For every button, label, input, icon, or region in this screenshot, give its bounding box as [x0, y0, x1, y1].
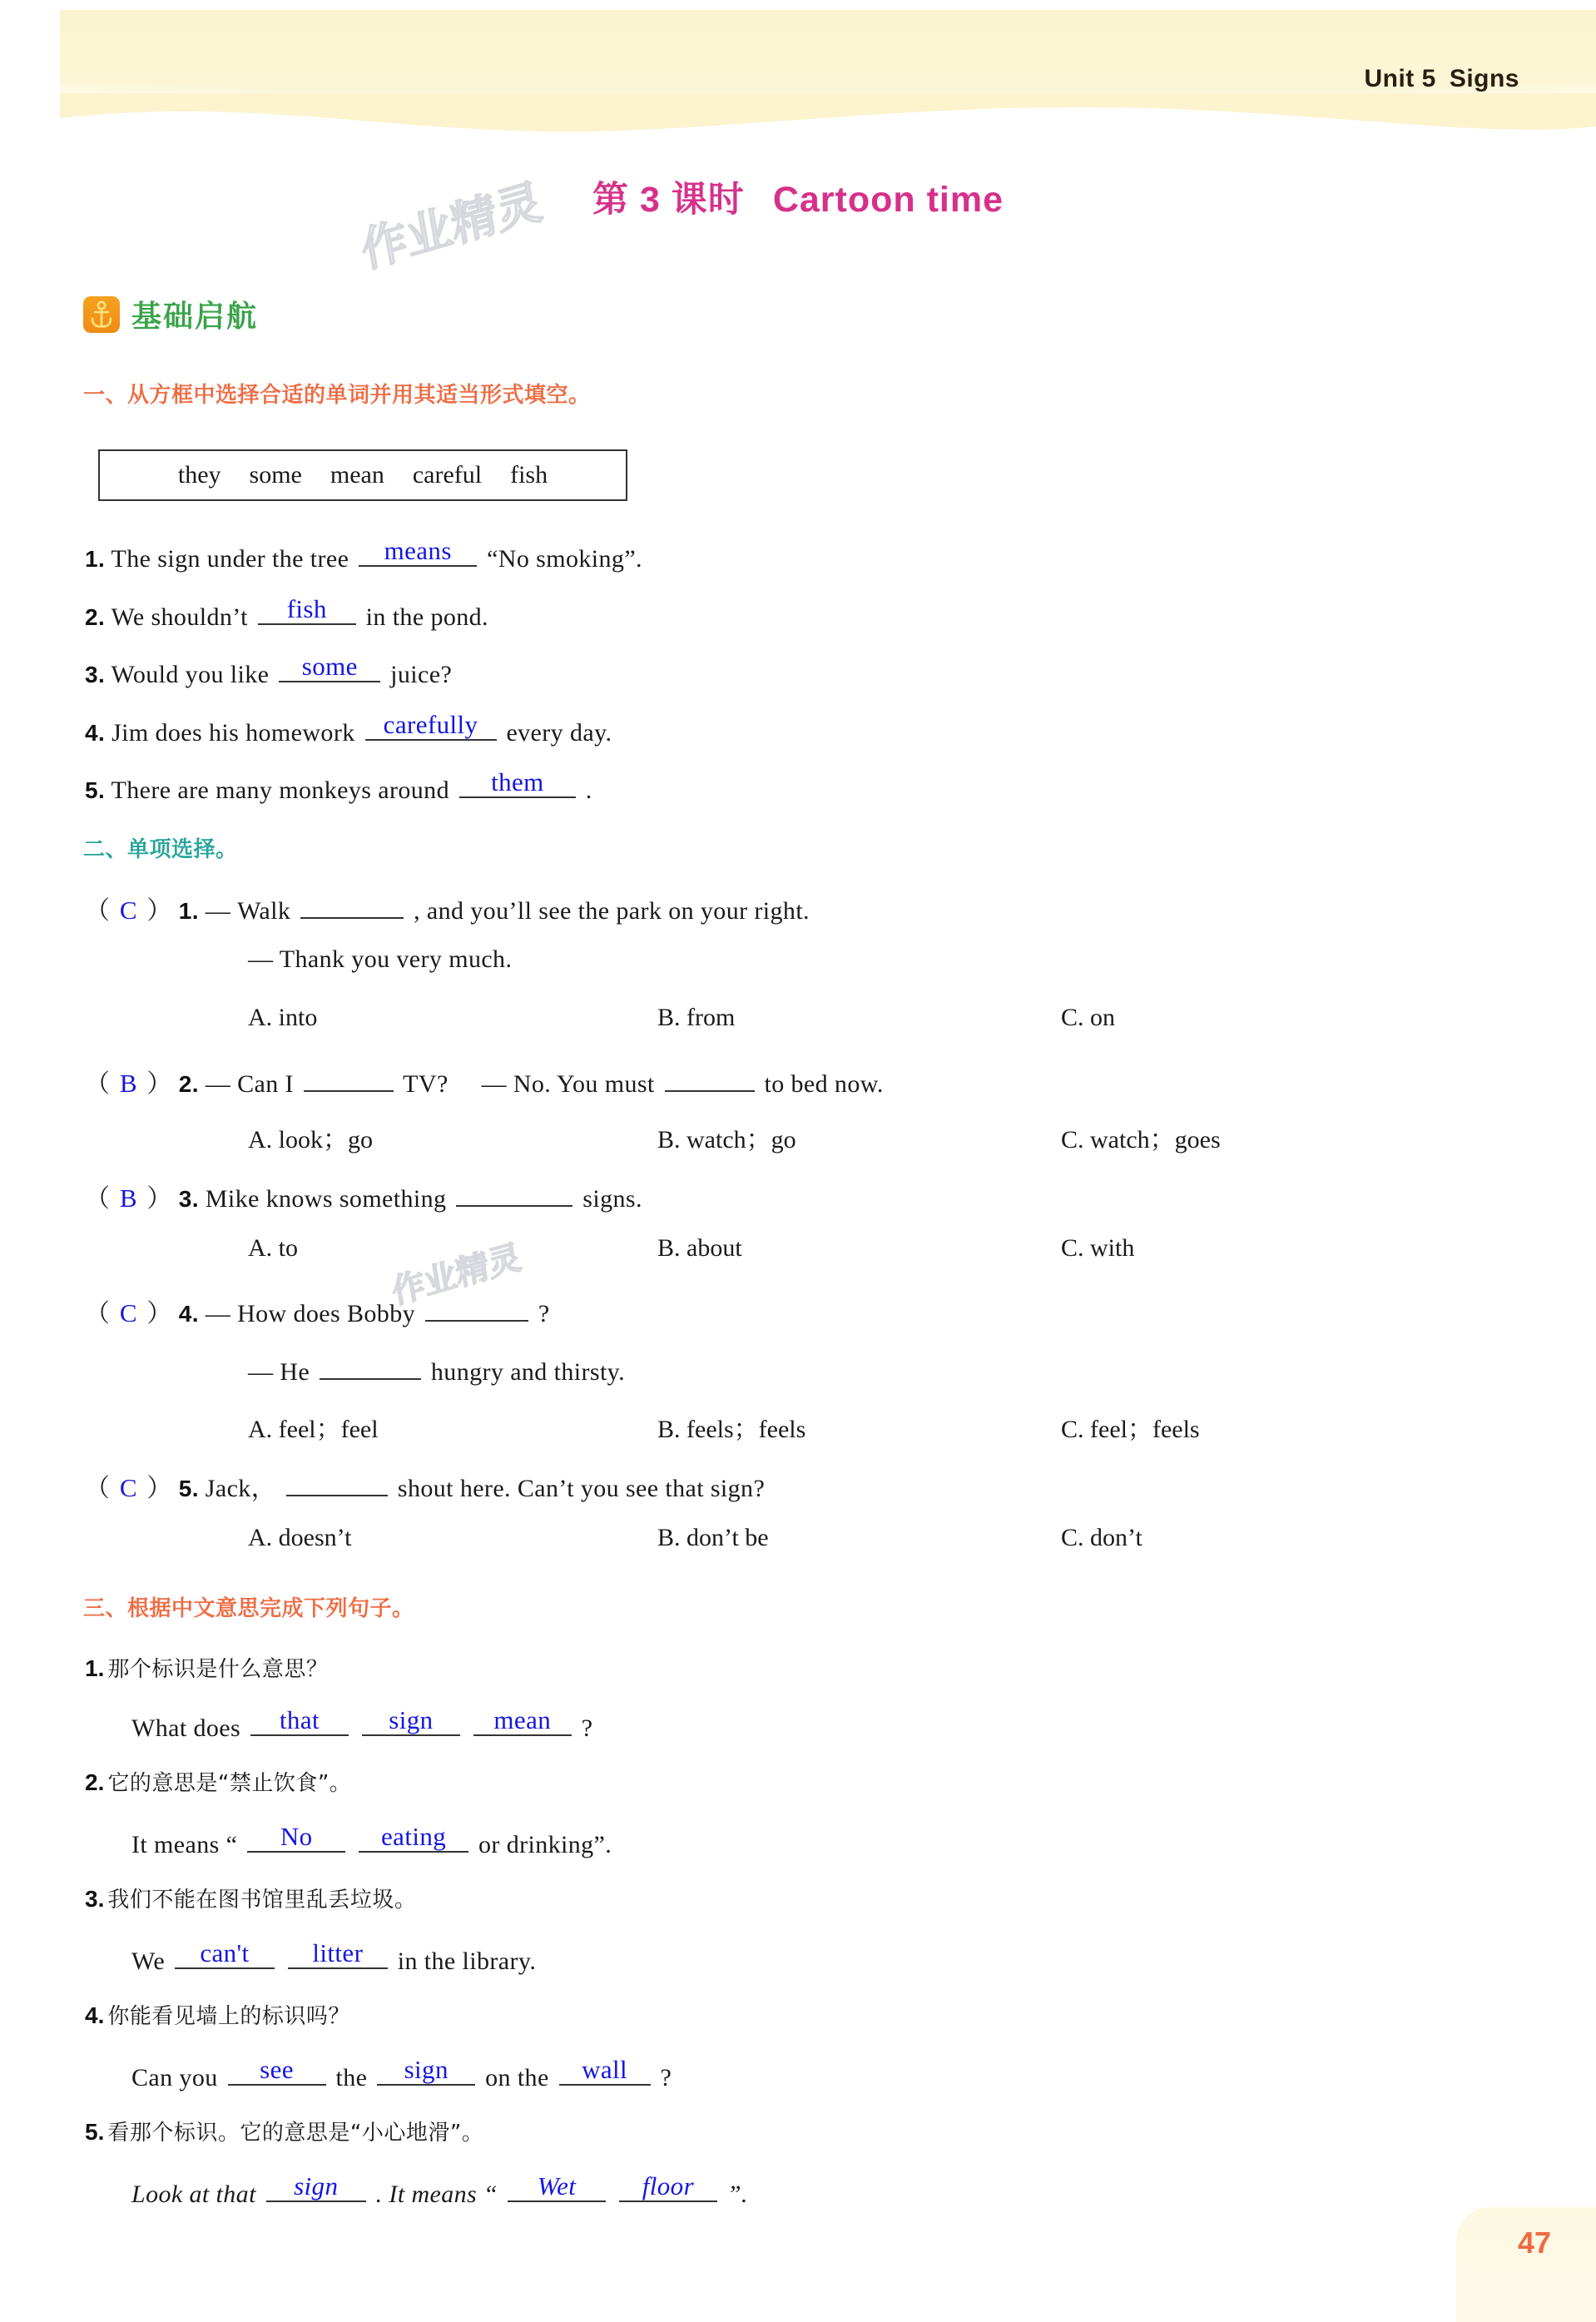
- item-text-before: Would you like: [111, 661, 270, 688]
- word-bank-item: careful: [412, 461, 483, 489]
- answer-text: mean: [493, 1705, 552, 1734]
- item-text: or drinking”.: [478, 1831, 612, 1858]
- item-text: the: [335, 2064, 368, 2091]
- answer-blank[interactable]: [304, 1062, 394, 1092]
- answer-bracket-close: ）: [146, 1185, 172, 1213]
- item-text: — He: [248, 1358, 310, 1386]
- item-text: Can you: [131, 2064, 218, 2091]
- answer-bracket-open: （: [85, 1300, 111, 1327]
- answer-blank[interactable]: [359, 537, 477, 567]
- answer-bracket-open: （: [85, 1185, 111, 1213]
- watermark: 作业精灵: [389, 1238, 524, 1312]
- answer-blank[interactable]: [362, 1706, 460, 1736]
- exercise3-item-chinese: [85, 1999, 350, 2030]
- item-text: , and you’ll see the park on your right.: [414, 897, 810, 925]
- answer-text: floor: [642, 2171, 695, 2200]
- answer-blank[interactable]: [456, 1177, 572, 1207]
- answer-blank[interactable]: [459, 768, 576, 798]
- item-text: ?: [581, 1714, 593, 1742]
- option-a[interactable]: A. to: [248, 1234, 298, 1262]
- exercise1-item: [85, 537, 642, 573]
- exercise2-item: [85, 1062, 884, 1099]
- answer-text: Wet: [537, 2171, 577, 2200]
- answer-text: can't: [200, 1938, 250, 1967]
- answer-blank[interactable]: [473, 1706, 572, 1736]
- item-text: We: [131, 1947, 166, 1975]
- header-unit-topic: Signs: [1449, 65, 1519, 92]
- exercise1-item: [85, 595, 488, 632]
- item-text: ?: [660, 2064, 672, 2091]
- answer-bracket-open: （: [85, 897, 111, 925]
- exercise2-item: [85, 1292, 550, 1329]
- item-text: What does: [131, 1714, 241, 1742]
- section-badge-label: 基础启航: [131, 300, 259, 334]
- header-unit-title: [1364, 65, 1519, 93]
- exercise3-item-english: [131, 1939, 536, 1976]
- option-b[interactable]: B. don’t be: [657, 1524, 769, 1551]
- option-c[interactable]: C. with: [1061, 1234, 1135, 1262]
- item-number: 3.: [85, 1886, 105, 1912]
- answer-text: some: [301, 652, 358, 681]
- chinese-prompt: 我们不能在图书馆里乱丢垃圾。: [107, 1888, 417, 1913]
- item-text-after: juice?: [390, 661, 453, 688]
- answer-blank[interactable]: [508, 2172, 606, 2202]
- chinese-prompt: 那个标识是什么意思？: [107, 1657, 329, 1682]
- item-number: 1.: [178, 898, 199, 924]
- exercise2-item-line2: [248, 1350, 625, 1387]
- item-text-before: We shouldn’t: [111, 603, 248, 631]
- item-number: 4.: [85, 2002, 105, 2028]
- option-c[interactable]: C. watch；goes: [1061, 1126, 1221, 1154]
- item-text: hungry and thirsty.: [430, 1358, 626, 1386]
- item-text: Mike knows something: [205, 1185, 447, 1213]
- answer-blank[interactable]: [359, 1823, 468, 1853]
- item-text: — Walk: [205, 897, 291, 925]
- exercise2-item-line2: — Thank you very much.: [248, 945, 513, 973]
- page-number: 47: [1517, 2225, 1551, 2260]
- word-bank-item: some: [249, 461, 302, 489]
- answer-bracket-close: ）: [146, 1070, 172, 1098]
- option-b[interactable]: B. from: [657, 1004, 736, 1031]
- item-number: 2.: [85, 604, 106, 630]
- item-text: signs.: [582, 1185, 642, 1213]
- item-text: TV?: [403, 1070, 449, 1098]
- selected-answer[interactable]: B: [119, 1183, 137, 1213]
- answer-blank[interactable]: [288, 1939, 388, 1969]
- answer-blank[interactable]: [665, 1062, 755, 1092]
- item-text-before: There are many monkeys around: [111, 776, 449, 804]
- anchor-icon: [83, 296, 120, 333]
- answer-text: litter: [312, 1938, 364, 1967]
- answer-bracket-open: （: [85, 1070, 111, 1098]
- item-text: ”.: [726, 2181, 748, 2208]
- answer-blank[interactable]: [286, 1466, 388, 1496]
- exercise3-item-english: [131, 1823, 612, 1859]
- item-text: — How does Bobby: [205, 1300, 416, 1327]
- lesson-period: 第 3 课时: [592, 180, 745, 220]
- exercise2-directive: 二、单项选择。: [83, 837, 238, 862]
- answer-text: sign: [294, 2171, 339, 2200]
- answer-blank[interactable]: [377, 2056, 475, 2086]
- option-a[interactable]: A. into: [248, 1004, 318, 1031]
- answer-blank[interactable]: [247, 1823, 345, 1853]
- watermark: 作业精灵: [357, 174, 546, 278]
- header-wave-decoration: [60, 93, 1596, 151]
- option-b[interactable]: B. about: [657, 1234, 742, 1262]
- exercise3-item-chinese: [85, 1652, 328, 1683]
- answer-text: them: [491, 767, 544, 796]
- item-text-before: Jim does his homework: [112, 719, 355, 747]
- answer-blank[interactable]: [320, 1350, 421, 1380]
- option-b[interactable]: B. watch；go: [657, 1126, 796, 1154]
- section-badge: [83, 293, 258, 335]
- item-text-after: “No smoking”.: [487, 545, 642, 573]
- exercise1-item: [85, 652, 452, 689]
- item-text: Look at that: [131, 2181, 256, 2208]
- item-number: 4.: [85, 720, 106, 746]
- item-number: 1.: [85, 546, 106, 572]
- item-number: 5.: [178, 1476, 199, 1501]
- answer-blank[interactable]: [300, 889, 404, 919]
- word-bank-item: they: [177, 461, 221, 489]
- option-c[interactable]: C. don’t: [1061, 1524, 1142, 1551]
- item-text: It means “: [131, 1831, 238, 1858]
- answer-blank[interactable]: [559, 2056, 651, 2086]
- lesson-name: Cartoon time: [772, 180, 1004, 220]
- item-text-after: every day.: [506, 719, 612, 747]
- exercise3-item-english: [131, 1706, 592, 1743]
- chinese-prompt: 你能看见墙上的标识吗？: [107, 2004, 350, 2029]
- item-number: 2.: [178, 1071, 199, 1097]
- item-text: to bed now.: [764, 1070, 884, 1098]
- page-number-background: [1456, 2207, 1596, 2322]
- option-a[interactable]: A. look；go: [248, 1126, 373, 1154]
- answer-blank[interactable]: [619, 2172, 717, 2202]
- option-b[interactable]: B. feels；feels: [657, 1416, 806, 1443]
- exercise2-item: [85, 1466, 765, 1504]
- answer-blank[interactable]: [425, 1292, 528, 1322]
- answer-text: sign: [389, 1705, 434, 1734]
- item-number: 4.: [178, 1301, 199, 1327]
- answer-text: sign: [404, 2055, 449, 2084]
- answer-blank[interactable]: [365, 711, 497, 741]
- answer-text: carefully: [383, 710, 478, 739]
- exercise3-item-chinese: [85, 1766, 351, 1797]
- answer-bracket-close: ）: [146, 1475, 172, 1502]
- item-text: ?: [538, 1300, 550, 1327]
- option-c[interactable]: C. feel；feels: [1061, 1416, 1200, 1443]
- item-number: 5.: [85, 777, 106, 803]
- item-text: shout here. Can’t you see that sign?: [397, 1475, 766, 1502]
- answer-text: No: [280, 1822, 313, 1851]
- exercise1-item: [85, 711, 612, 747]
- item-text: in the library.: [397, 1947, 537, 1975]
- answer-text: eating: [381, 1822, 447, 1851]
- answer-text: fish: [286, 594, 327, 623]
- item-text: — Can I: [205, 1070, 294, 1098]
- answer-text: that: [279, 1705, 320, 1734]
- selected-answer[interactable]: C: [119, 896, 137, 925]
- answer-blank[interactable]: [279, 652, 380, 682]
- exercise3-item-english: [131, 2056, 672, 2092]
- answer-blank[interactable]: [250, 1706, 349, 1736]
- item-text-after: .: [585, 776, 592, 804]
- item-text-before: The sign under the tree: [111, 545, 349, 573]
- answer-blank[interactable]: [266, 2172, 366, 2202]
- word-bank: [98, 449, 627, 501]
- exercise3-directive: 三、根据中文意思完成下列句子。: [83, 1596, 414, 1621]
- item-text: . It means “: [375, 2181, 498, 2208]
- exercise2-item: [85, 889, 810, 926]
- item-text-after: in the pond.: [365, 603, 488, 631]
- answer-blank[interactable]: [175, 1939, 275, 1969]
- item-number: 3.: [178, 1186, 199, 1212]
- selected-answer[interactable]: C: [119, 1298, 137, 1327]
- answer-text: see: [260, 2055, 294, 2084]
- item-text: on the: [485, 2064, 549, 2091]
- item-number: 2.: [85, 1769, 105, 1795]
- option-a[interactable]: A. doesn’t: [248, 1524, 352, 1551]
- exercise3-item-english: [131, 2172, 748, 2209]
- chinese-prompt: 它的意思是“禁止饮食”。: [107, 1771, 352, 1796]
- selected-answer[interactable]: B: [119, 1069, 137, 1098]
- answer-bracket-close: ）: [146, 897, 172, 925]
- option-a[interactable]: A. feel；feel: [248, 1416, 379, 1443]
- header-unit-label: Unit 5: [1364, 65, 1436, 92]
- answer-bracket-close: ）: [146, 1300, 172, 1327]
- answer-text: wall: [582, 2055, 628, 2084]
- word-bank-item: fish: [510, 461, 548, 489]
- answer-blank[interactable]: [258, 595, 356, 625]
- exercise3-item-chinese: [85, 2116, 483, 2146]
- option-c[interactable]: C. on: [1061, 1004, 1116, 1031]
- exercise1-item: [85, 768, 592, 805]
- exercise2-item: [85, 1177, 642, 1214]
- answer-text: means: [384, 536, 452, 565]
- item-number: 1.: [85, 1655, 105, 1681]
- exercise1-directive: 一、从方框中选择合适的单词并用其适当形式填空。: [83, 383, 591, 408]
- item-number: 5.: [85, 2119, 105, 2145]
- page-title: [0, 171, 1596, 222]
- item-text: Jack，: [205, 1475, 277, 1502]
- chinese-prompt: 看那个标识。它的意思是“小心地滑”。: [107, 2121, 484, 2146]
- answer-blank[interactable]: [228, 2056, 326, 2086]
- item-number: 3.: [85, 662, 106, 687]
- selected-answer[interactable]: C: [119, 1473, 137, 1502]
- exercise3-item-chinese: [85, 1883, 416, 1913]
- answer-bracket-open: （: [85, 1475, 111, 1502]
- word-bank-item: mean: [330, 461, 384, 489]
- item-text: — No. You must: [481, 1070, 655, 1098]
